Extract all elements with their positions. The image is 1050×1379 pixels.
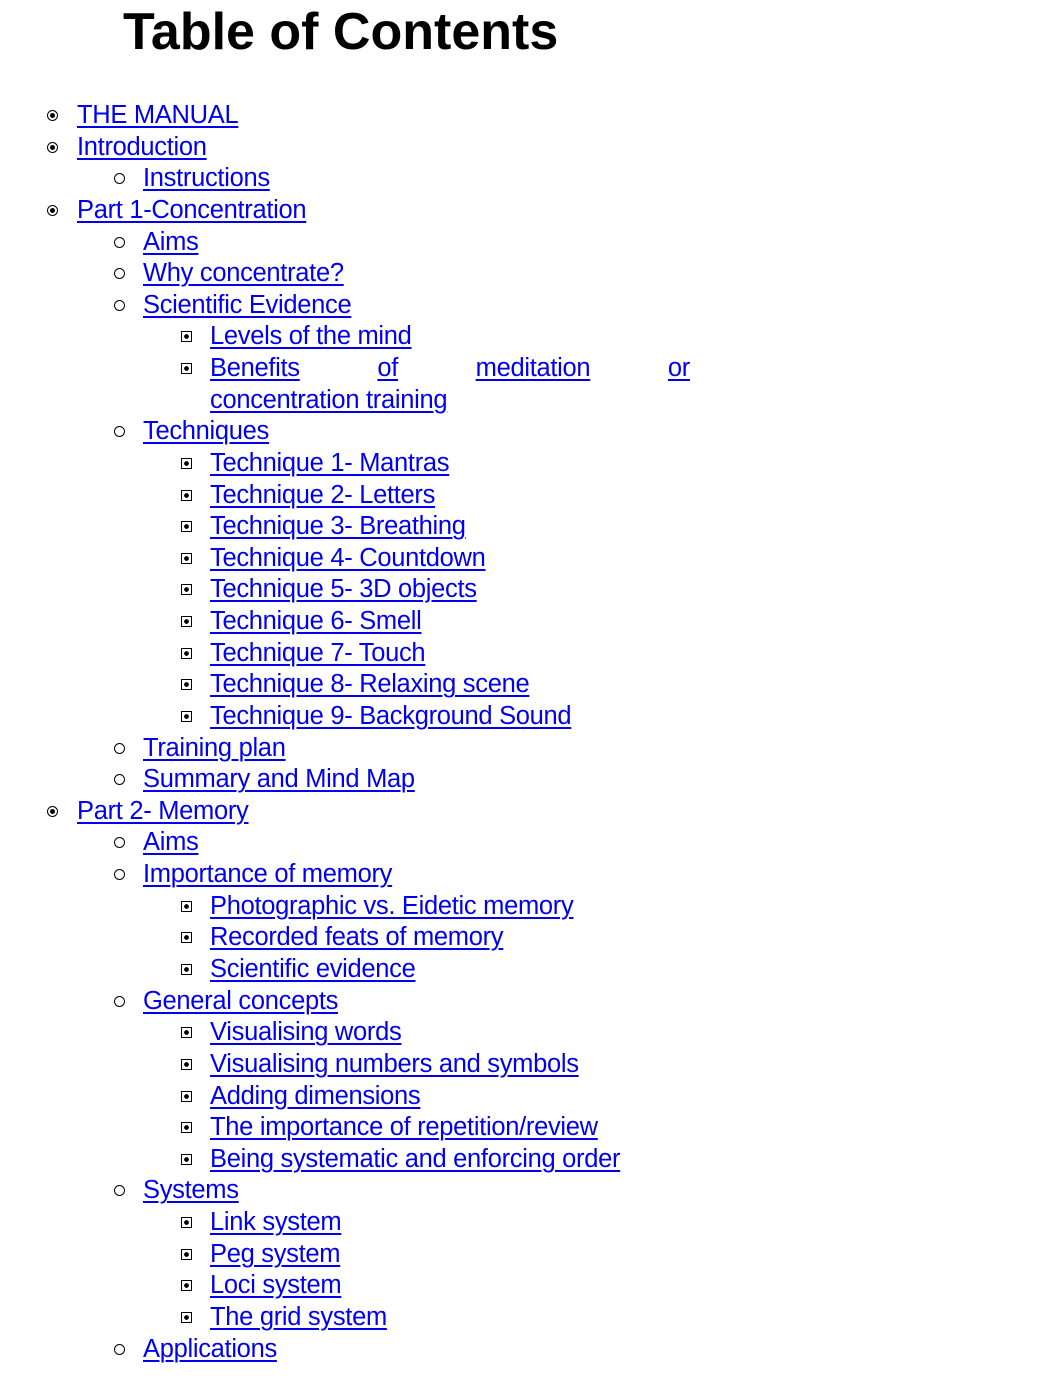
toc-link[interactable]: Link system	[210, 1208, 342, 1237]
bullet-icon	[181, 331, 192, 342]
toc-entry	[0, 701, 1050, 733]
toc-entry	[0, 321, 1050, 353]
toc-link[interactable]: concentration training	[210, 385, 448, 414]
toc-entry	[0, 574, 1050, 606]
toc-link[interactable]: General concepts	[143, 986, 339, 1015]
bullet-icon	[181, 1280, 192, 1291]
toc-link[interactable]: Aims	[143, 828, 199, 857]
toc-link[interactable]: Training plan	[143, 733, 286, 762]
toc-entry	[0, 353, 1050, 385]
bullet-icon	[114, 426, 125, 437]
toc-entry	[0, 448, 1050, 480]
toc-link[interactable]: The grid system	[210, 1302, 387, 1331]
bullet-icon	[181, 901, 192, 912]
toc-link[interactable]: Technique 7- Touch	[210, 638, 426, 667]
page-title: Table of Contents	[123, 3, 559, 61]
toc-link[interactable]: Scientific Evidence	[143, 290, 352, 319]
toc-link[interactable]: Peg system	[210, 1239, 341, 1268]
toc-link[interactable]: Loci system	[210, 1271, 342, 1300]
bullet-icon	[114, 237, 125, 248]
bullet-icon	[47, 142, 58, 153]
toc-entry	[0, 669, 1050, 701]
toc-link-wrapped-line	[210, 353, 690, 385]
toc-link[interactable]: Technique 4- Countdown	[210, 543, 486, 572]
bullet-icon	[181, 553, 192, 564]
toc-entry	[0, 1175, 1050, 1207]
toc-entry	[0, 859, 1050, 891]
toc-entry-continuation	[0, 385, 1050, 417]
toc-link[interactable]: Techniques	[143, 417, 270, 446]
toc-entry	[0, 1207, 1050, 1239]
toc-entry	[0, 733, 1050, 765]
toc-entry	[0, 796, 1050, 828]
toc-link[interactable]: Photographic vs. Eidetic memory	[210, 891, 574, 920]
toc-link[interactable]: Importance of memory	[143, 860, 393, 889]
toc-link[interactable]: Why concentrate?	[143, 259, 344, 288]
toc-link[interactable]: Visualising numbers and symbols	[210, 1049, 579, 1078]
bullet-icon	[114, 173, 125, 184]
bullet-icon	[181, 490, 192, 501]
bullet-icon	[47, 110, 58, 121]
bullet-icon	[114, 996, 125, 1007]
bullet-icon	[181, 458, 192, 469]
toc-link[interactable]: Technique 1- Mantras	[210, 448, 450, 477]
toc-link[interactable]: Introduction	[77, 132, 207, 161]
toc-link-word[interactable]: of	[377, 354, 399, 383]
toc-link[interactable]: Applications	[143, 1334, 277, 1363]
toc-entry	[0, 1049, 1050, 1081]
toc-link[interactable]: THE MANUAL	[77, 101, 239, 129]
toc-entry	[0, 1112, 1050, 1144]
bullet-icon	[114, 1185, 125, 1196]
toc-link[interactable]: The importance of repetition/review	[210, 1113, 598, 1142]
bullet-icon	[181, 711, 192, 722]
toc-link[interactable]: Visualising words	[210, 1018, 402, 1047]
toc-entry	[0, 954, 1050, 986]
bullet-icon	[47, 806, 58, 817]
bullet-icon	[114, 1344, 125, 1355]
toc-link[interactable]: Technique 6- Smell	[210, 607, 422, 636]
toc-entry	[0, 638, 1050, 670]
toc-link[interactable]: Technique 3- Breathing	[210, 512, 466, 541]
toc-entry	[0, 195, 1050, 227]
bullet-icon	[181, 1217, 192, 1228]
bullet-icon	[114, 774, 125, 785]
toc-link[interactable]: Technique 5- 3D objects	[210, 575, 477, 604]
toc-link[interactable]: Part 1-Concentration	[77, 195, 307, 224]
toc-link[interactable]: Scientific evidence	[210, 955, 416, 983]
toc-entry	[0, 891, 1050, 923]
bullet-icon	[181, 1154, 192, 1165]
toc-entry	[0, 986, 1050, 1018]
toc-link[interactable]: Part 2- Memory	[77, 796, 249, 825]
bullet-icon	[114, 268, 125, 279]
toc-link[interactable]: Adding dimensions	[210, 1081, 421, 1110]
bullet-icon	[181, 1122, 192, 1133]
bullet-icon	[47, 205, 58, 216]
toc-entry	[0, 100, 1050, 132]
toc-entry	[0, 1017, 1050, 1049]
toc-link[interactable]: Being systematic and enforcing order	[210, 1144, 621, 1173]
bullet-icon	[114, 743, 125, 754]
bullet-icon	[181, 616, 192, 627]
toc-entry	[0, 764, 1050, 796]
bullet-icon	[181, 1027, 192, 1038]
toc-entry	[0, 290, 1050, 322]
bullet-icon	[114, 869, 125, 880]
toc-entry	[0, 1239, 1050, 1271]
toc-entry	[0, 827, 1050, 859]
bullet-icon	[181, 932, 192, 943]
toc-entry	[0, 258, 1050, 290]
bullet-icon	[114, 837, 125, 848]
toc-link[interactable]: Aims	[143, 227, 199, 256]
bullet-icon	[181, 964, 192, 975]
bullet-icon	[181, 648, 192, 659]
toc-link-word[interactable]: or	[667, 354, 690, 383]
toc-entry	[0, 511, 1050, 543]
bullet-icon	[181, 1312, 192, 1323]
bullet-icon	[114, 300, 125, 311]
toc-entry	[0, 227, 1050, 259]
toc-link[interactable]: Summary and Mind Map	[143, 765, 415, 794]
bullet-icon	[181, 363, 192, 374]
bullet-icon	[181, 584, 192, 595]
toc-entry	[0, 922, 1050, 954]
toc-entry	[0, 543, 1050, 575]
toc-link[interactable]: Technique 9- Background Sound	[210, 701, 572, 730]
toc-entry	[0, 1081, 1050, 1113]
toc-entry	[0, 163, 1050, 195]
toc-link[interactable]: Technique 2- Letters	[210, 480, 436, 509]
bullet-icon	[181, 1249, 192, 1260]
bullet-icon	[181, 1059, 192, 1070]
toc-link[interactable]: Instructions	[143, 164, 270, 193]
toc-entry	[0, 1270, 1050, 1302]
toc-entry	[0, 480, 1050, 512]
toc-entry	[0, 132, 1050, 164]
toc-entry	[0, 1302, 1050, 1334]
bullet-icon	[181, 1091, 192, 1102]
toc-entry	[0, 416, 1050, 448]
toc-entry	[0, 606, 1050, 638]
toc-entry	[0, 1144, 1050, 1176]
bullet-icon	[181, 521, 192, 532]
toc-link[interactable]: Technique 8- Relaxing scene	[210, 670, 530, 699]
toc-link-word[interactable]: Benefits	[210, 354, 300, 383]
toc-entry	[0, 1334, 1050, 1366]
bullet-icon	[181, 679, 192, 690]
toc-link[interactable]: Levels of the mind	[210, 322, 412, 351]
toc-link[interactable]: Systems	[143, 1176, 239, 1205]
toc-link-word[interactable]: meditation	[475, 354, 591, 383]
toc-link[interactable]: Recorded feats of memory	[210, 923, 504, 952]
